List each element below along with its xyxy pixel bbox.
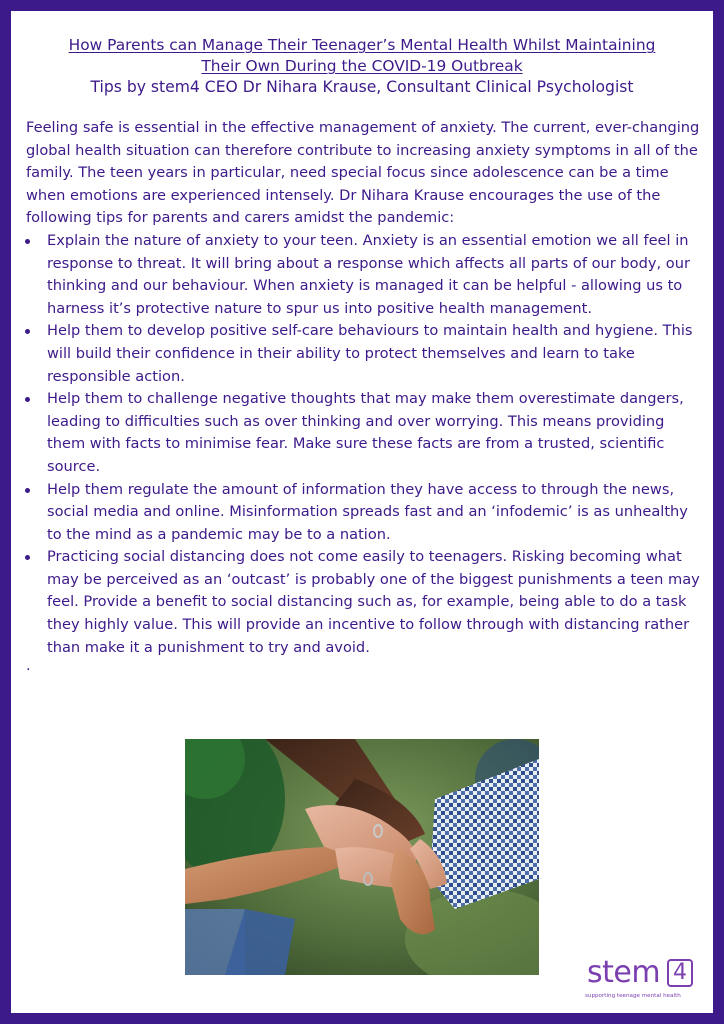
bullet-icon [25,555,30,560]
byline: Tips by stem4 CEO Dr Nihara Krause, Consultant Clinical Psychologist [90,78,634,96]
tip-text: Explain the nature of anxiety to your teen. Anxiety is an essential emotion we all feel in response to threat. It will bring about a response which affects all parts of our body, our thinking and our behaviour. When anxiety is managed it can be helpful - allowing us to harness it’s protective nature to spur us into positive health management. [47,231,690,317]
tip-text: Help them to develop positive self-care behaviours to maintain health and hygiene. This will build their confidence in their ability to protect themselves and learn to take responsible action. [47,322,693,385]
bullet-icon [25,329,30,334]
tip-text: Help them regulate the amount of information they have access to through the news, social media and online. Misinformation spreads fast and an ‘infodemic’ is as unhealthy to the mind as a pandemic may be to a nation. [47,480,688,543]
tip-text: Help them to challenge negative thoughts that may make them overestimate dangers, leading to difficulties such as over thinking and over worrying. This means providing them with facts to minimise fear. Make sure these facts are from a trusted, scientific source. [47,390,684,475]
tip-item [11,388,701,478]
tip-item [11,230,701,320]
tip-text: Practicing social distancing does not come easily to teenagers. Risking becoming what may be perceived as an ‘outcast’ is probably one of the biggest punishments a teen may feel. Provide a benefit to social distancing such as, for example, being able to do a task they highly value. This will provide an incentive to follow through with distancing rather than make it a punishment to try and avoid. [47,548,700,656]
intro-paragraph: Feeling safe is essential in the effective management of anxiety. The current, ever-changing global health situation can therefore contribute to increasing anxiety symptoms in all of the family. The teen years in particular, need special focus since adolescence can be a time when emotions are experienced intensely. Dr Nihara Krause encourages the use of the following tips for parents and carers amidst the pandemic: [26,119,700,227]
bullet-icon [25,488,30,493]
document-header [19,35,705,98]
stem4-logo [585,955,703,1009]
title-line-2: Their Own During the COVID-19 Outbreak [201,57,523,75]
title-line-1: How Parents can Manage Their Teenager’s Mental Health Whilst Maintaining [68,36,656,54]
logo-number-box: 4 [667,959,693,987]
logo-tagline: supporting teenage mental health [585,993,681,999]
photo-illustration [185,739,539,975]
tip-item [11,546,701,659]
bullet-icon [25,397,30,402]
logo-wordmark: stem [587,955,661,990]
trailing-dot: . [26,657,31,675]
bullet-icon [25,239,30,244]
tip-item [11,320,701,388]
tip-item [11,479,701,547]
stacked-hands-photo [185,739,539,975]
tips-list [11,230,701,659]
